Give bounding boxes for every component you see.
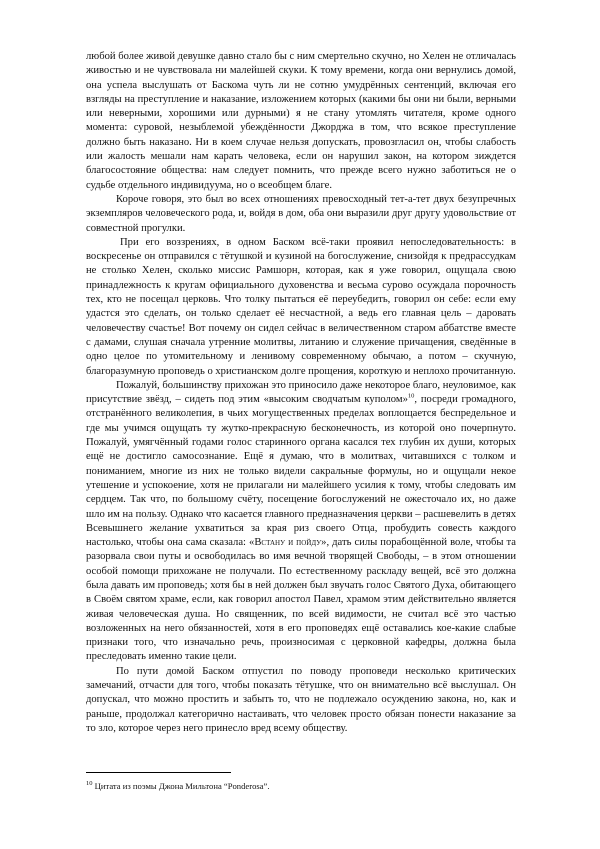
quote-small-caps: Встану и пойду (254, 537, 322, 549)
paragraph-3: При его воззрениях, в одном Баском всё-таки проявил непоследовательность: в воскресенье он отправился с тётушкой и кузиной на богослужение, снизойдя к предрассудкам не столько Хелен, сколько миссис Рамшорн, которая, как я уже говорил, ощущала свою принадлежность к кругам официального духовенства и весьма сурово осуждала порочность тех, кто не посещал церковь. Что толку пытаться её переубедить, говорил он себе: если ему удастся это сделать, он только сделает её несчастной, а ведь его главная цель – даровать человечеству счастье! Вот почему он сидел сейчас в величественном старом аббатстве вместе с дамами, слушая сначала утренние молитвы, литанию и служение причащения, сведённые в одно целое по утомительному и ленивому современному обычаю, а потом – скучную, благоразумную проповедь о христианском долге прощения, короткую и неплохо прочитанную. (86, 236, 516, 377)
paragraph-4-part-c: », дать силы порабощённой воле, чтобы та разорвала свои путы и освободилась во имя вечной творящей Свободы, – в этом отношении особой помощи прихожане не получали. По естественному раскладу вещей, всё это должна была давать им проповедь; хотя бы в ней должен был звучать голос Святого Духа, обитающего в Своём святом храме, если, как говорил апостол Павел, храмом этим действительно является живая человеческая душа. Но священник, по всей видимости, не считал всё это частью возложенных на него обязанностей, хотя в его проповедях ещё оставались кое-какие слабые признаки того, что изначально речь, произносимая с церковной кафедры, должна была преследовать именно такие цели. (86, 537, 516, 663)
paragraph-2: Короче говоря, это был во всех отношениях превосходный тет-а-тет двух безупречных экземпляров человеческого рода, и, войдя в дом, оба они выразили друг другу удовольствие от совместной прогулки. (86, 193, 516, 234)
paragraph-5: По пути домой Баском отпустил по поводу проповеди несколько критических замечаний, отчасти для того, чтобы показать тётушке, что он внимательно всё выслушал. Он допускал, что можно простить и забыть то, что не подлежало осуждению закона, но, как и раньше, продолжал категорично настаивать, что человек просто обязан понести наказание за то зло, которое через него принесло вред всему обществу. (86, 665, 516, 734)
paragraph-1: любой более живой девушке давно стало бы с ним смертельно скучно, но Хелен не отличалась живостью и не чувствовала ни малейшей скуки. К тому времени, когда они вернулись домой, она успела выслушать от Баскома чуть ли не сотню умудрённых сентенций, включая его взгляды на преступление и наказание, изложением которых (какими бы они ни были, верными или неверными, хорошими или дурными) я не стану утомлять читателя, кроме одного момента: суровой, незыблемой убеждённости Джорджа в том, что всякое преступление должно быть наказано. Ни в коем случае нельзя допускать, провозгласил он, чтобы слабость или жалость мешали нам карать человека, если он нарушил закон, на котором зиждется благосостояние общества: нам следует помнить, что прежде всего нужно заботиться не о судьбе отдельного индивидуума, но о всеобщем благе. (86, 51, 516, 191)
footnote-text: Цитата из поэмы Джона Мильтона “Ponderosa”. (92, 781, 270, 791)
paragraph-4 (86, 379, 516, 665)
paragraph-4-part-b: , посреди громадного, отстранённого великолепия, в чьих могущественных пределах воплощается беспредельное и где мы учимся ощущать ту жутко-прекрасную бесконечность, из которой оно почерпнуто. Пожалуй, умягчённый годами голос старинного органа касался тех глубин их души, которых ещё не достигло самосознание. Ещё я думаю, что в молитвах, читавшихся с толком и пониманием, многие из них не только видели сакральные формулы, но и ощущали некое утешение и успокоение, хотя не прилагали ни малейшего усилия к тому, чтобы следовать им сердцем. Так что, по большому счёту, посещение богослужений не ожесточало их, но даже шло им на пользу. Однако что касается главного предназначения церкви – расшевелить в детях Всевышнего желание ухватиться за края риз своего Отца, пробудить совесть каждого настолько, чтобы она сама сказала: « (86, 394, 517, 549)
footnote-divider (86, 772, 231, 773)
paragraph-4-part-a: Пожалуй, большинству прихожан это приносило даже некоторое благо, неуловимое, как присутствие звёзд, – сидеть под этим «высоким сводчатым куполом» (86, 379, 516, 406)
body-text (86, 50, 516, 736)
footnote-reference: 10 (407, 392, 415, 400)
footnote-mark: 10 (86, 780, 93, 788)
footnote (86, 781, 516, 792)
